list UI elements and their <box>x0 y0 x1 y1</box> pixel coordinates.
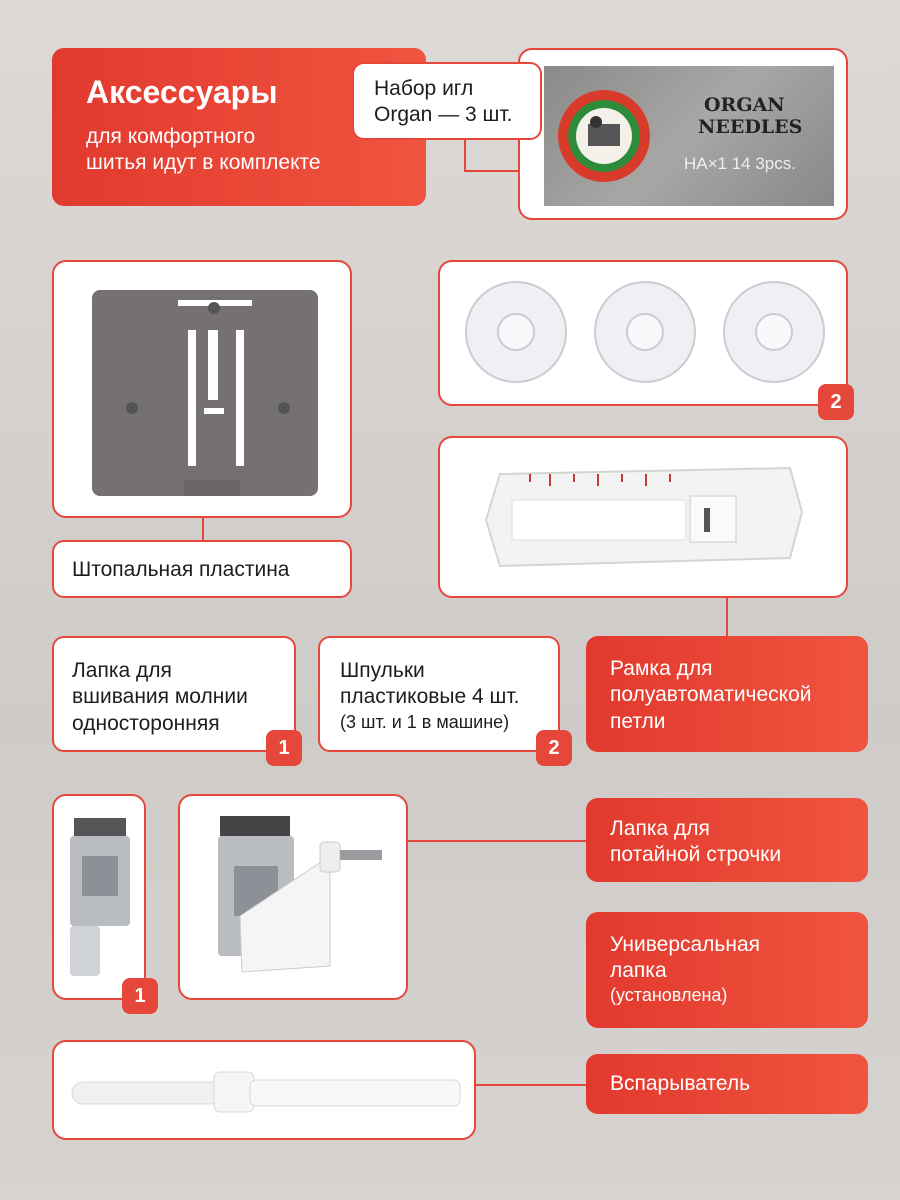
buttonhole-label <box>586 636 868 752</box>
blind-foot-label-2: потайной строчки <box>610 843 782 867</box>
universal-foot-label <box>586 912 868 1028</box>
needles-label-2: Organ — 3 шт. <box>374 103 513 127</box>
needle-pack-brand-1: ORGAN <box>704 94 785 116</box>
zipper-foot-label-3: односторонняя <box>72 711 220 735</box>
needle-pack-card <box>518 48 848 220</box>
zipper-foot-label-1: Лапка для <box>72 659 172 682</box>
seam-ripper-image <box>54 1042 476 1140</box>
needles-label-1: Набор игл <box>374 77 474 100</box>
connector-blind <box>408 840 588 842</box>
seam-ripper-label-text: Вспарыватель <box>610 1072 751 1095</box>
blind-foot-card <box>178 794 408 1000</box>
zipper-foot-label-2: вшивания молнии <box>72 685 248 709</box>
darning-plate-image <box>54 262 352 518</box>
darning-plate-label-text: Штопальная пластина <box>72 558 290 581</box>
blind-foot-label-1: Лапка для <box>610 817 710 840</box>
darning-plate-label <box>52 540 352 598</box>
zipper-foot-label <box>52 636 296 752</box>
bobbins-label-1: Шпульки <box>340 659 425 682</box>
zipper-foot-image <box>54 796 146 1000</box>
buttonhole-image <box>440 438 848 598</box>
seam-ripper-card <box>52 1040 476 1140</box>
universal-foot-label-note: (установлена) <box>610 984 728 1005</box>
connector-ripper <box>476 1084 588 1086</box>
zipper-foot-card <box>52 794 146 1000</box>
blind-foot-image <box>180 796 408 1000</box>
darning-plate-card <box>52 260 352 518</box>
needle-pack-image <box>544 66 834 206</box>
connector-plate <box>202 518 204 542</box>
buttonhole-label-1: Рамка для <box>610 657 713 680</box>
header-subtitle-2: шитья идут в комплекте <box>86 151 321 174</box>
bobbins-label-note: (3 шт. и 1 в машине) <box>340 711 510 732</box>
header-title: Аксессуары <box>86 74 278 110</box>
buttonhole-card <box>438 436 848 598</box>
buttonhole-label-2: полуавтоматической <box>610 683 812 707</box>
bobbins-label-badge: 2 <box>536 730 572 766</box>
bobbins-badge: 2 <box>818 384 854 420</box>
connector-needles-h <box>464 170 520 172</box>
bobbins-card <box>438 260 848 406</box>
bobbins-image <box>440 262 848 406</box>
connector-buttonhole <box>726 598 728 638</box>
buttonhole-label-3: петли <box>610 709 666 733</box>
zipper-foot-label-badge: 1 <box>266 730 302 766</box>
seam-ripper-label <box>586 1054 868 1114</box>
header-subtitle-1: для комфортного <box>86 125 256 148</box>
connector-needles <box>464 140 466 170</box>
universal-foot-label-2: лапка <box>610 959 667 983</box>
needle-pack-spec: HA×1 14 3pcs. <box>684 154 796 173</box>
needle-pack-brand-2: NEEDLES <box>698 116 803 138</box>
bobbins-label <box>318 636 560 752</box>
needles-label <box>352 62 542 140</box>
blind-foot-label <box>586 798 868 882</box>
bobbins-label-2: пластиковые 4 шт. <box>340 685 520 709</box>
universal-foot-label-1: Универсальная <box>610 933 761 956</box>
zipper-foot-photo-badge: 1 <box>122 978 158 1014</box>
